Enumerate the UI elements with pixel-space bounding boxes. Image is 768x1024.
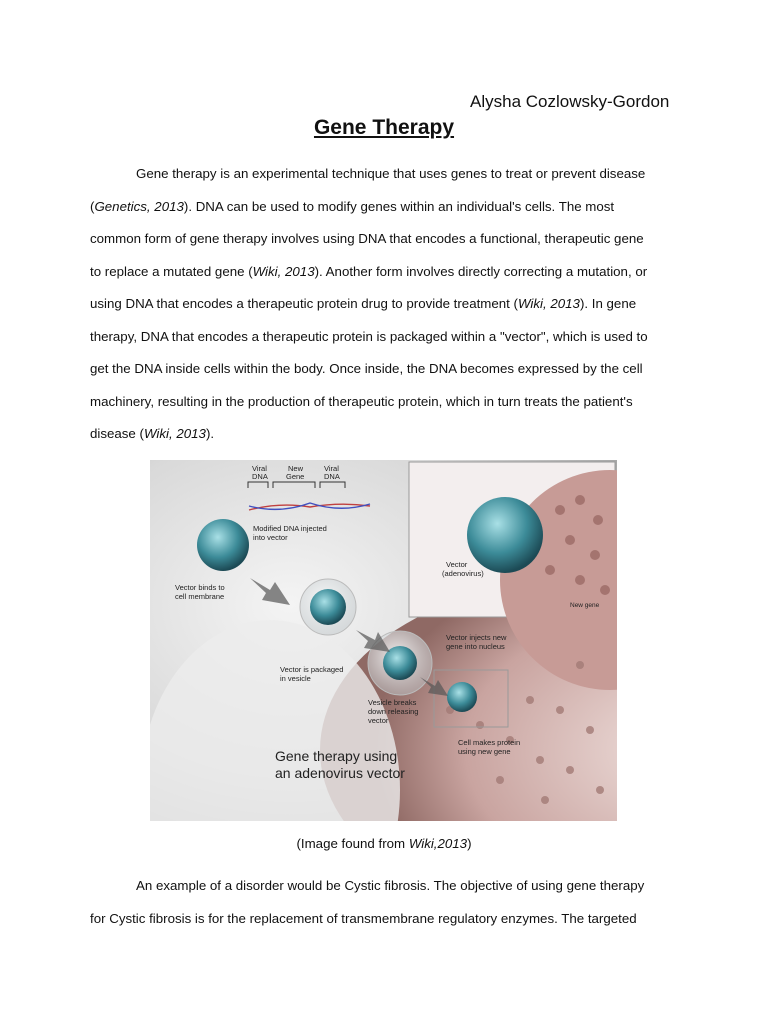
- text-segment: machinery, resulting in the production of therapeutic protein, which in turn treats the patient's: [90, 393, 633, 409]
- label-vector-packaged: Vector is packaged: [280, 665, 344, 674]
- label-vector-injects-2: gene into nucleus: [446, 642, 505, 651]
- author-name: Alysha Cozlowsky-Gordon: [470, 92, 670, 111]
- text-line: [90, 321, 680, 354]
- label-new-gene-2: Gene: [286, 472, 305, 481]
- text-segment: therapy, DNA that encodes a therapeutic protein is packaged within a "vector", which is used to: [90, 328, 648, 344]
- citation: Wiki, 2013: [252, 263, 315, 279]
- citation: Genetics, 2013: [94, 198, 184, 214]
- label-new-gene: New: [288, 464, 304, 473]
- text-segment: ). In gene: [579, 296, 637, 311]
- text-line: [90, 353, 680, 386]
- label-vesicle-breaks: Vesicle breaks: [368, 698, 417, 707]
- text-segment: ). Another form involves directly correcting a mutation, or: [314, 263, 648, 279]
- label-viral-dna-left: Viral: [252, 464, 267, 473]
- text-line: [90, 288, 680, 321]
- text-line: [90, 418, 680, 451]
- label-vector-adeno-2: (adenovirus): [442, 569, 484, 578]
- label-viral-dna-right-2: DNA: [324, 472, 340, 481]
- label-vector-adeno: Vector: [446, 560, 468, 569]
- text-segment: ).: [205, 426, 215, 441]
- label-vesicle-breaks-2: down releasing: [368, 707, 419, 716]
- citation: Wiki, 2013: [517, 296, 580, 311]
- document-title: Gene Therapy: [313, 116, 455, 139]
- label-vesicle-breaks-3: vector: [368, 716, 389, 725]
- label-cell-makes-2: using new gene: [458, 747, 511, 756]
- figure-caption: [0, 836, 768, 851]
- caption-suffix: ): [467, 836, 472, 851]
- text-segment: Gene therapy is an experimental technique that uses genes to treat or prevent disease: [136, 166, 646, 181]
- label-viral-dna-left-2: DNA: [252, 472, 268, 481]
- label-modified-dna: Modified DNA injected: [253, 524, 327, 533]
- figure-main-caption-2: an adenovirus vector: [275, 765, 405, 781]
- text-segment: An example of a disorder would be Cystic fibrosis. The objective of using gene therapy: [136, 878, 645, 893]
- paragraph-example: [90, 870, 680, 935]
- label-vector-injects: Vector injects new: [446, 633, 507, 642]
- text-segment: using DNA that encodes a therapeutic protein drug to provide treatment (: [90, 296, 518, 311]
- label-vector-binds-2: cell membrane: [175, 592, 225, 601]
- text-segment: (: [90, 198, 95, 214]
- paragraph-intro: [90, 158, 680, 451]
- label-viral-dna-right: Viral: [324, 464, 339, 473]
- text-segment: for Cystic fibrosis is for the replacement of transmembrane regulatory enzymes. The targeted: [90, 910, 637, 926]
- label-new-gene-small: New gene: [570, 602, 600, 609]
- text-line: [90, 870, 680, 903]
- text-line: [90, 158, 680, 191]
- text-segment: to replace a mutated gene (: [90, 263, 253, 279]
- text-line: [90, 256, 680, 289]
- figure-main-caption: Gene therapy using: [275, 748, 398, 764]
- caption-source: Wiki,2013: [408, 836, 468, 851]
- label-vector-packaged-2: in vesicle: [280, 674, 311, 683]
- text-line: [90, 223, 680, 256]
- citation: Wiki, 2013: [143, 426, 206, 441]
- label-cell-makes: Cell makes protein: [458, 738, 521, 747]
- gene-therapy-figure: [150, 460, 617, 821]
- label-modified-dna-2: into vector: [253, 533, 288, 542]
- text-line: [90, 903, 680, 936]
- text-line: [90, 386, 680, 419]
- text-line: [90, 191, 680, 224]
- text-segment: get the DNA inside cells within the body. Once inside, the DNA becomes expressed by the cell: [90, 361, 643, 376]
- text-segment: disease (: [90, 426, 144, 441]
- text-segment: ). DNA can be used to modify genes within an individual's cells. The most: [183, 198, 615, 214]
- caption-prefix: (Image found from: [296, 836, 409, 851]
- text-segment: common form of gene therapy involves using DNA that encodes a functional, therapeutic gene: [90, 231, 644, 246]
- label-vector-binds: Vector binds to: [175, 583, 225, 592]
